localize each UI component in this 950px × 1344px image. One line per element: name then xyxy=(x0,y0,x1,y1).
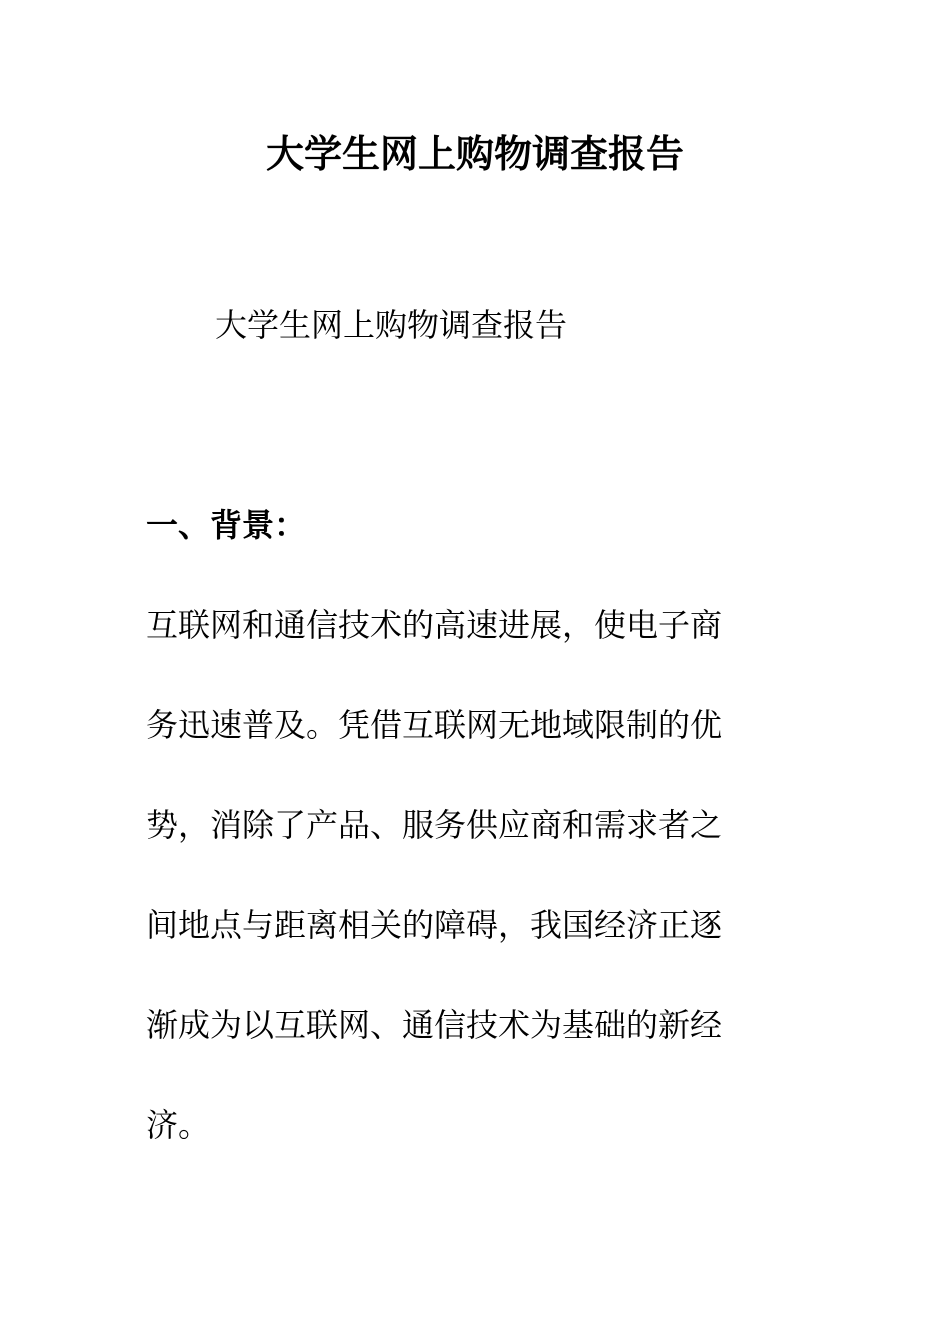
paragraph-line: 势，消除了产品、服务供应商和需求者之 xyxy=(146,806,723,844)
background-paragraph xyxy=(146,600,806,1200)
paragraph-line: 济。 xyxy=(146,1106,211,1144)
paragraph-line: 渐成为以互联网、通信技术为基础的新经 xyxy=(146,1006,723,1044)
paragraph-line: 间地点与距离相关的障碍，我国经济正逐 xyxy=(146,906,723,944)
section-heading-background: 一、背景： xyxy=(146,506,307,544)
document-title: 大学生网上购物调查报告 xyxy=(265,131,684,176)
paragraph-line: 互联网和通信技术的高速进展，使电子商 xyxy=(146,606,723,644)
document-subtitle: 大学生网上购物调查报告 xyxy=(215,306,568,344)
paragraph-line: 务迅速普及。凭借互联网无地域限制的优 xyxy=(146,706,723,744)
